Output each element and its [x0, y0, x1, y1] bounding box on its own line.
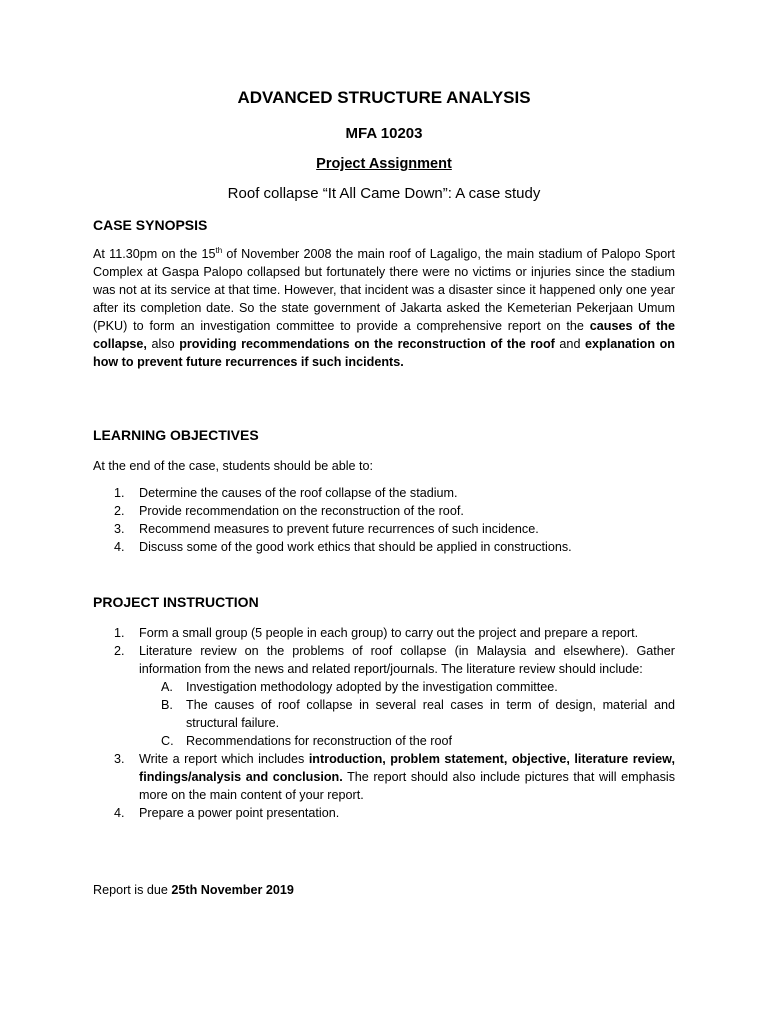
report-due-line: Report is due 25th November 2019 [93, 883, 294, 897]
case-synopsis-heading: CASE SYNOPSIS [93, 217, 208, 233]
list-item: 2. Literature review on the problems of roof collapse (in Malaysia and elsewhere). Gather information from the news and related report/journals. The literature review should include: A. Investigation methodology adopted by the investigation committee. B. The causes of roof collapse in several real cases in term of design, material and structural failure. C. Recommendations for reconstruction of the roof [114, 644, 675, 748]
sub-list-item: B. The causes of roof collapse in several real cases in term of design, material and structural failure. [161, 698, 675, 730]
due-date: 25th November 2019 [171, 883, 294, 897]
assignment-label: Project Assignment [316, 156, 452, 172]
list-item: 1. Form a small group (5 people in each group) to carry out the project and prepare a report. [114, 626, 639, 640]
list-item: 3. Write a report which includes introduction, problem statement, objective, literature review, findings/analysis and conclusion. The report should also include pictures that will emphasis more on the main content of your report. [114, 752, 675, 802]
sub-list-item: A. Investigation methodology adopted by the investigation committee. [161, 680, 558, 694]
sub-list-item: C. Recommendations for reconstruction of the roof [161, 734, 452, 748]
list-item: 3. Recommend measures to prevent future recurrences of such incidence. [114, 522, 539, 536]
project-instruction-heading: PROJECT INSTRUCTION [93, 594, 259, 610]
learning-objectives-list [93, 484, 675, 556]
learning-objectives-intro: At the end of the case, students should be able to: [93, 459, 374, 473]
project-instruction-list [93, 624, 675, 822]
course-code: MFA 10203 [345, 125, 423, 142]
case-synopsis-paragraph: At 11.30pm on the 15th of November 2008 the main roof of Lagaligo, the main stadium of Palopo Sport Complex at Gaspa Palopo collapsed but fortunately there were no victims or injuries since the stadium was not at its service at that time. However, that incident was a disaster since it happened only one year after its completion date. So the state government of Jakarta asked the Kemeterian Pekerjaan Umum (PKU) to form an investigation committee to provide a comprehensive report on the causes of the collapse, also providing recommendations on the reconstruction of the roof and explanation on how to prevent future recurrences if such incidents. [93, 245, 675, 369]
list-item: 2. Provide recommendation on the reconstruction of the roof. [114, 504, 464, 518]
list-item: 1. Determine the causes of the roof collapse of the stadium. [114, 486, 458, 500]
list-item: 4. Prepare a power point presentation. [114, 806, 340, 820]
literature-review-sublist [139, 678, 675, 750]
learning-objectives-heading: LEARNING OBJECTIVES [93, 427, 259, 443]
list-item: 4. Discuss some of the good work ethics that should be applied in constructions. [114, 540, 572, 554]
document-title: ADVANCED STRUCTURE ANALYSIS [237, 88, 531, 107]
case-study-title: Roof collapse “It All Came Down”: A case study [227, 185, 541, 202]
